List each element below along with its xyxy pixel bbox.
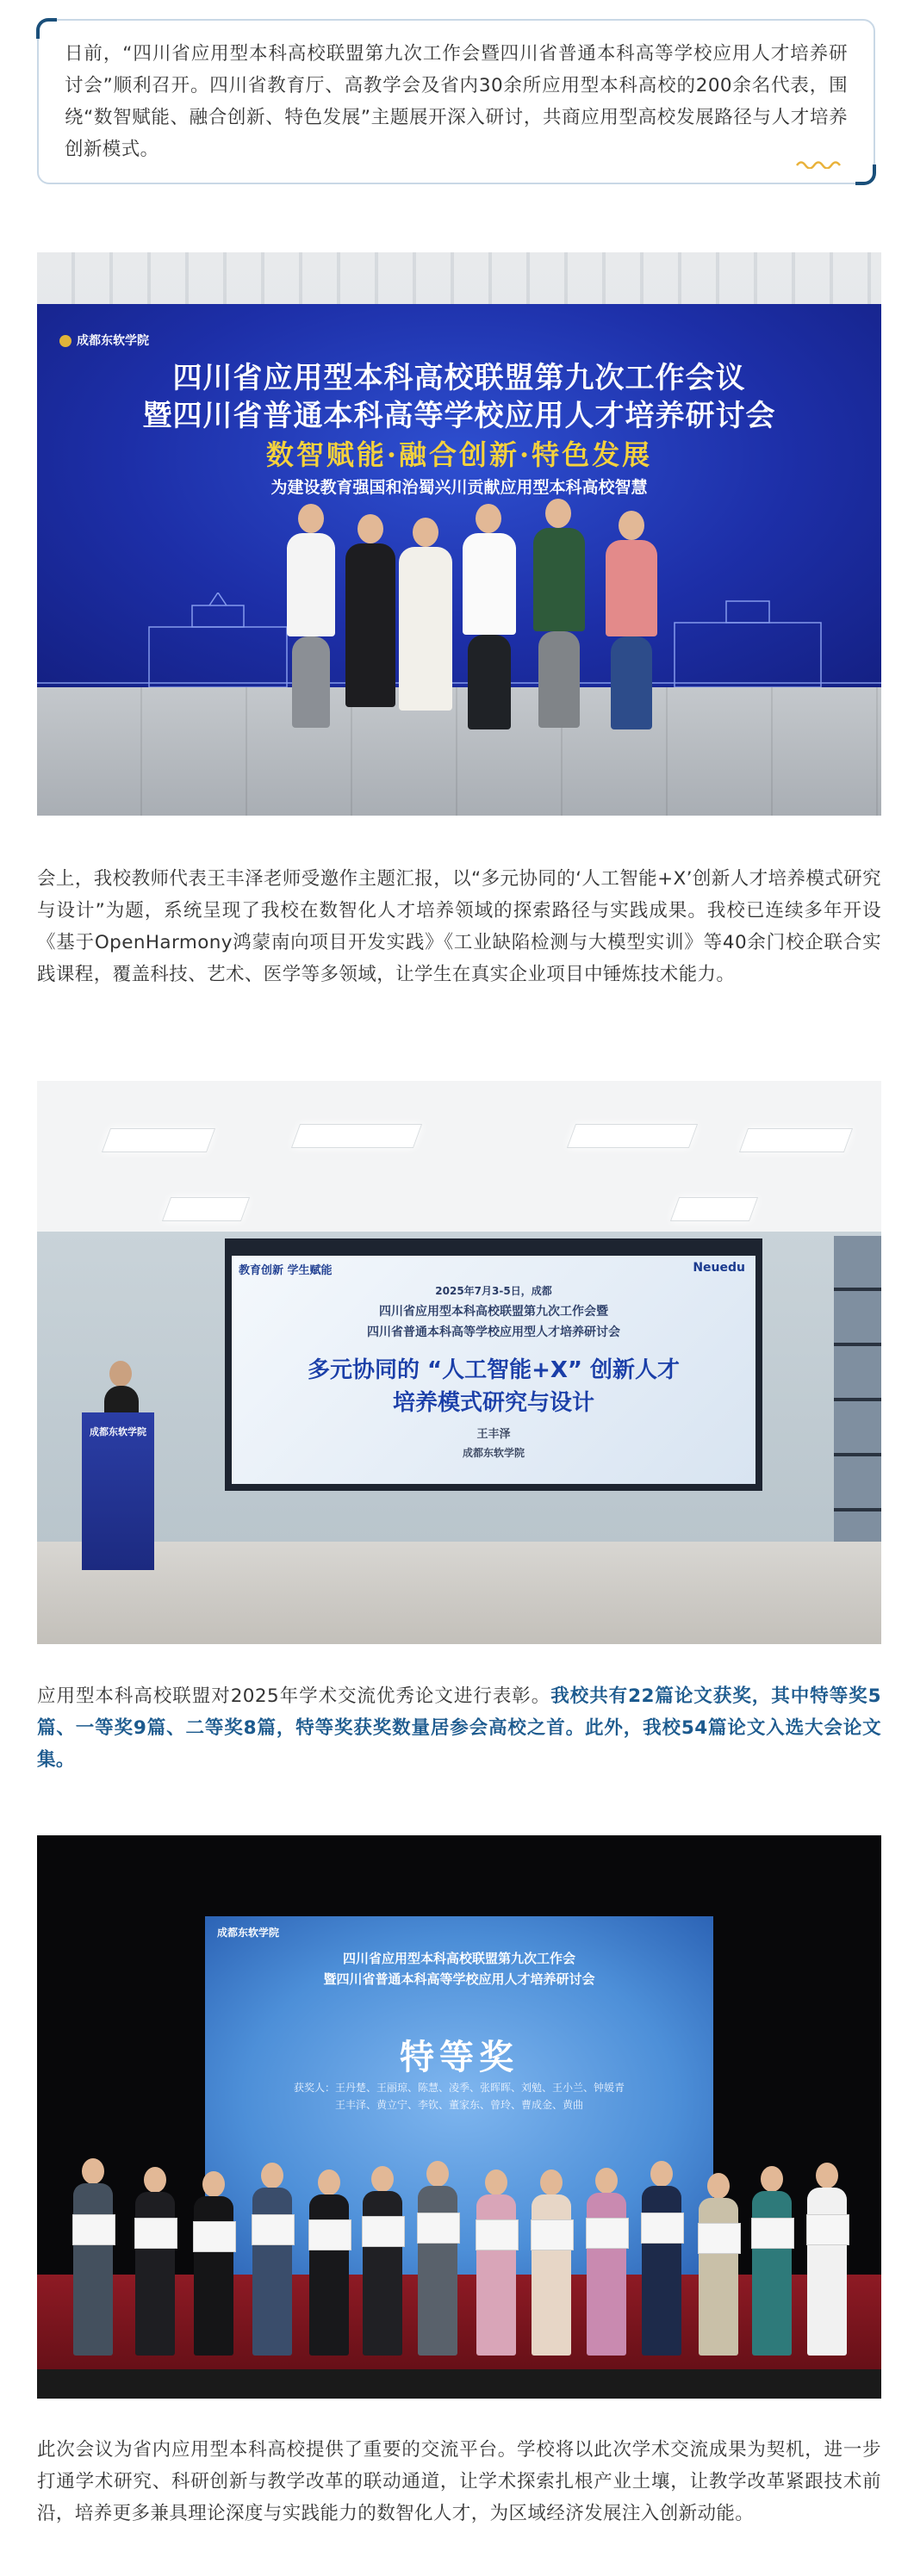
corner-decoration-top-left [36, 18, 57, 39]
ceiling-light [102, 1128, 215, 1152]
school-emblem-icon [59, 335, 72, 347]
conclusion-section [37, 2434, 881, 2529]
screen-right-logo: Neuedu [693, 1261, 745, 1275]
wave-ornament-icon [796, 158, 842, 169]
stage-front [37, 2369, 881, 2399]
school-logo-text: 成都东软学院 [77, 334, 149, 348]
banner-subline: 为建设教育强国和治蜀兴川贡献应用型本科高校智慧 [270, 478, 648, 497]
ceiling-light [291, 1124, 422, 1148]
speaker-head [109, 1361, 132, 1387]
presentation-photo [37, 1081, 881, 1644]
intro-box [37, 19, 875, 184]
screen-meeting-line2: 四川省普通本科高等学校应用型人才培养研讨会 [367, 1325, 620, 1339]
award-title: 特等奖 [400, 2037, 519, 2077]
photo-floor [37, 1542, 881, 1644]
presentation-paragraph: 会上，我校教师代表王丰泽老师受邀作主题汇报，以“多元协同的‘人工智能+X’创新人才培养模式研究与设计”为题，系统呈现了我校在数智化人才培养领域的探索路径与实践成果。我校已连续多年开设《基于OpenHarmony鸿蒙南向项目开发实践》《工业缺陷检测与大模型实训》等40余门校企联合实践课程，覆盖科技、艺术、医学等多领域，让学生在真实企业项目中锤炼技术能力。 [37, 868, 881, 985]
ceiling-light [670, 1197, 758, 1221]
screen-date: 2025年7月3-5日，成都 [435, 1285, 552, 1297]
screen-affiliation: 成都东软学院 [462, 1447, 525, 1459]
ceiling-light [739, 1128, 853, 1152]
podium-logo: 成都东软学院 [90, 1426, 146, 1437]
screen-talk-title-line1: 多元协同的 “人工智能+X” 创新人才 [307, 1357, 681, 1383]
award-screen-logo: 成都东软学院 [217, 1927, 280, 1939]
campus-skyline-graphic [37, 593, 881, 687]
award-paragraph-emphasis: 我校共有22篇论文获奖，其中特等奖5篇、一等奖9篇、二等奖8篇，特等奖获奖数量居参会高校之首。此外，我校54篇论文入选大会论文集。 [37, 1685, 881, 1771]
corner-decoration-bottom-right [855, 164, 876, 185]
ceiling-light [567, 1124, 698, 1148]
conference-group-photo [37, 252, 881, 816]
presentation-section [37, 863, 881, 990]
award-ceremony-photo [37, 1835, 881, 2399]
intro-paragraph: 日前，“四川省应用型本科高校联盟第九次工作会暨四川省普通本科高等学校应用人才培养研讨会”顺利召开。四川省教育厅、高教学会及省内30余所应用型本科高校的200余名代表，围绕“数智赋能、融合创新、特色发展”主题展开深入研讨，共商应用型高校发展路径与人才培养创新模式。 [65, 43, 848, 160]
award-section [37, 1680, 881, 1776]
screen-talk-title-line2: 培养模式研究与设计 [392, 1390, 594, 1416]
ceiling-light [162, 1197, 250, 1221]
podium [82, 1412, 154, 1570]
screen-left-logo: 教育创新 学生赋能 [239, 1264, 333, 1277]
photo-ceiling [37, 1081, 881, 1232]
award-winners-line1: 获奖人：王丹楚、王丽琼、陈慧、凌季、张晖晖、刘勉、王小兰、钟媛青 [293, 2082, 625, 2094]
screen-speaker: 王丰泽 [476, 1428, 511, 1441]
award-paragraph-plain: 应用型本科高校联盟对2025年学术交流优秀论文进行表彰。 [37, 1685, 551, 1707]
photo-window [834, 1236, 881, 1546]
award-paragraph [37, 1680, 881, 1776]
photo-floor-tiles [37, 687, 881, 816]
banner-title-line1: 四川省应用型本科高校联盟第九次工作会议 [172, 361, 746, 395]
award-screen-line2: 暨四川省普通本科高等学校应用人才培养研讨会 [323, 1971, 595, 1987]
award-winners-line2: 王丰泽、黄立宁、李钦、董家东、曾玲、曹成金、黄曲 [334, 2099, 583, 2111]
banner-slogan: 数智赋能·融合创新·特色发展 [265, 438, 653, 471]
banner-title-line2: 暨四川省普通本科高等学校应用人才培养研讨会 [142, 399, 776, 433]
school-logo [59, 332, 149, 349]
screen-meeting-line1: 四川省应用型本科高校联盟第九次工作会暨 [379, 1305, 608, 1319]
award-screen-line1: 四川省应用型本科高校联盟第九次工作会 [342, 1951, 575, 1966]
projection-screen [225, 1249, 762, 1491]
conclusion-paragraph: 此次会议为省内应用型本科高校提供了重要的交流平台。学校将以此次学术交流成果为契机，进一步打通学术研究、科研创新与教学改革的联动通道，让学术探索扎根产业土壤，让教学改革紧跟技术前沿，培养更多兼具理论深度与实践能力的数智化人才，为区域经济发展注入创新动能。 [37, 2439, 881, 2524]
